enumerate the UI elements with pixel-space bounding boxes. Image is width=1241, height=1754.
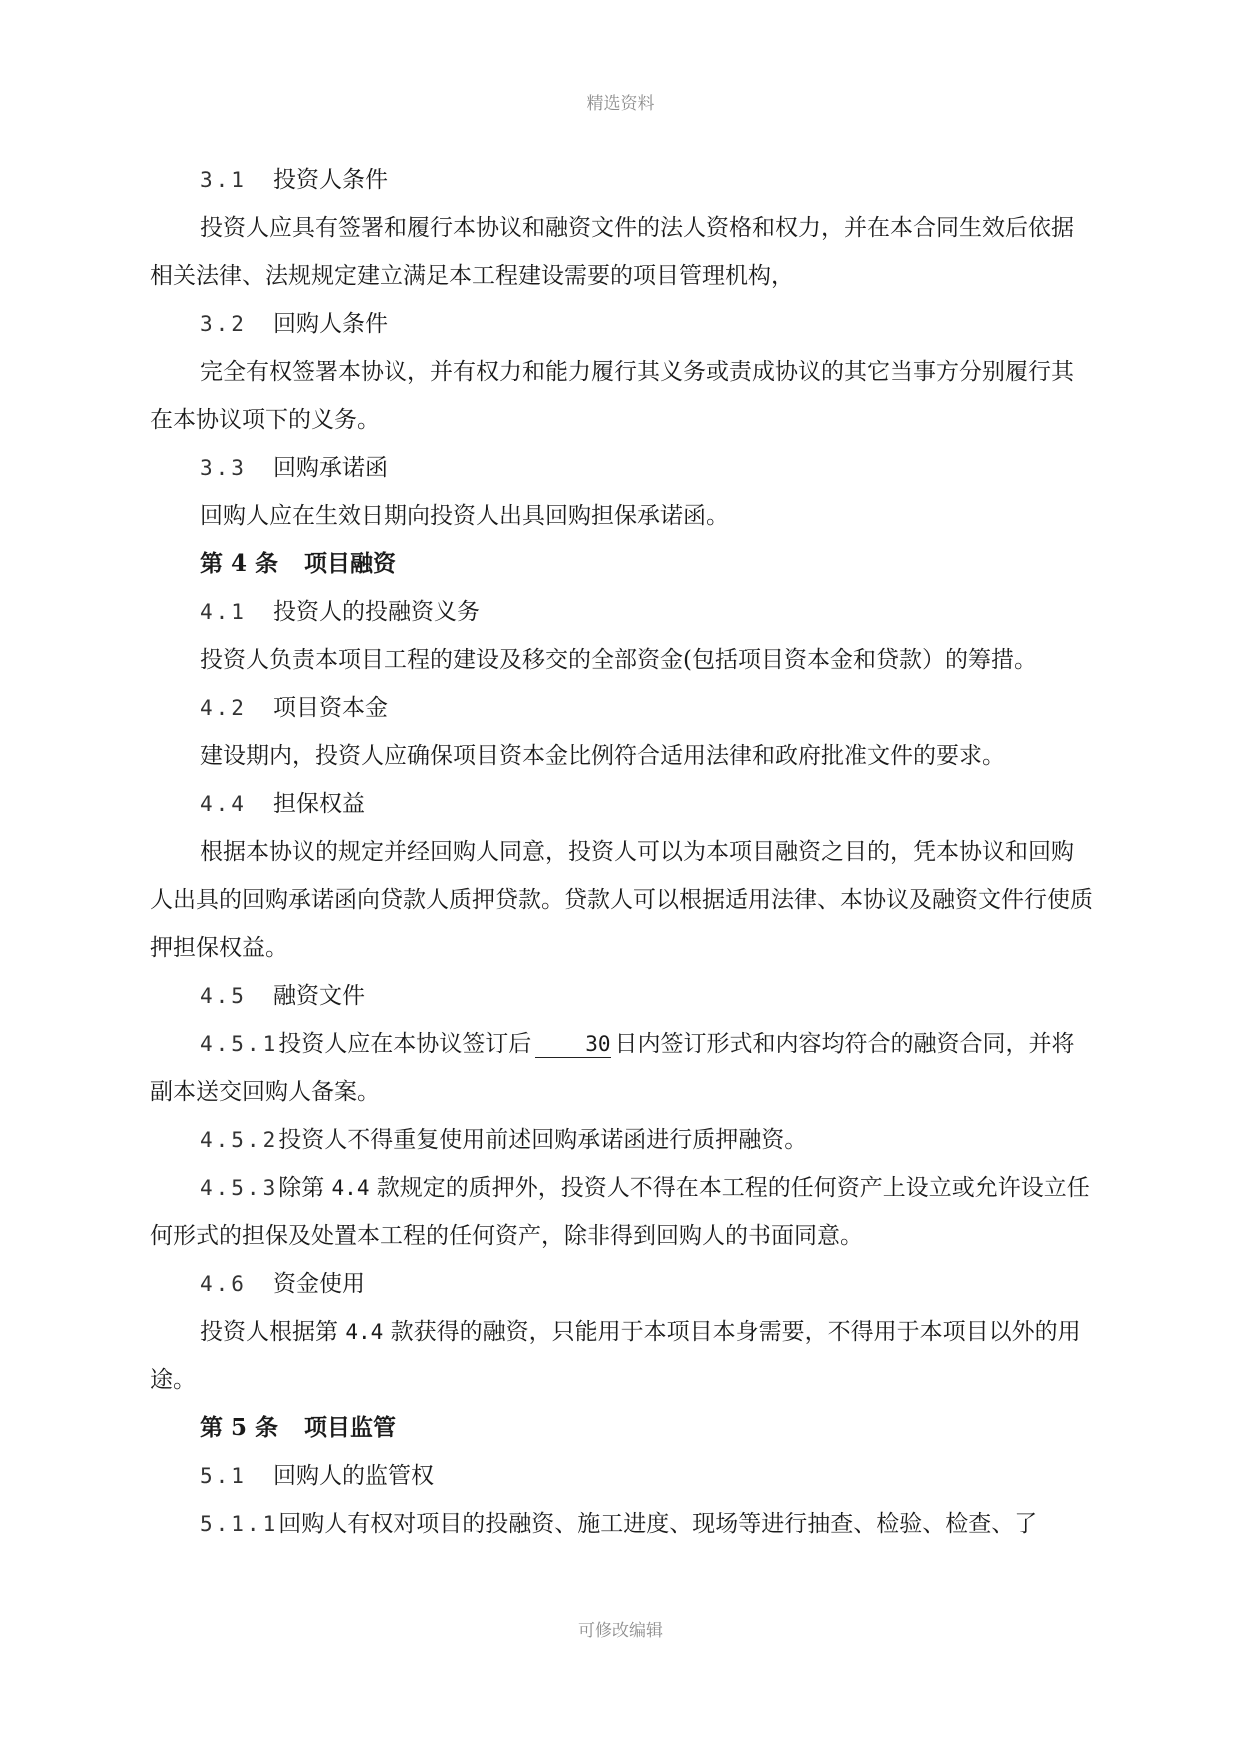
article-title: 项目监管 bbox=[304, 1414, 397, 1441]
article-number: 5 bbox=[231, 1414, 248, 1441]
section-number: 4.5 bbox=[200, 984, 247, 1008]
section-heading-4-4 bbox=[150, 780, 1094, 828]
clause-4-5-2 bbox=[150, 1116, 1094, 1164]
paragraph-4-1: 投资人负责本项目工程的建设及移交的全部资金(包括项目资本金和贷款）的筹措。 bbox=[200, 647, 1037, 673]
clause-number: 5.1.1 bbox=[200, 1512, 279, 1536]
section-number: 3.1 bbox=[200, 168, 247, 192]
section-number: 5.1 bbox=[200, 1464, 247, 1488]
section-number: 4.2 bbox=[200, 696, 247, 720]
article-heading-4 bbox=[150, 540, 1094, 588]
clause-4-5-1 bbox=[150, 1020, 1094, 1116]
section-title: 投资人的投融资义务 bbox=[272, 599, 480, 625]
clause-reference: 4.4 bbox=[331, 1176, 370, 1200]
section-number: 4.1 bbox=[200, 600, 247, 624]
clause-4-5-3 bbox=[150, 1164, 1094, 1260]
article-number: 4 bbox=[231, 550, 248, 577]
section-heading-4-2 bbox=[150, 684, 1094, 732]
section-number: 3.3 bbox=[200, 456, 247, 480]
clause-5-1-1 bbox=[150, 1500, 1094, 1548]
clause-reference: 4.4 bbox=[345, 1320, 384, 1344]
paragraph-text: 款获得的融资，只能用于本项目本身需要，不得用于本项目以外的用途。 bbox=[150, 1319, 1081, 1393]
paragraph-4-2: 建设期内，投资人应确保项目资本金比例符合适用法律和政府批准文件的要求。 bbox=[200, 743, 1005, 769]
section-title: 项目资本金 bbox=[272, 695, 388, 721]
section-heading-4-1 bbox=[150, 588, 1094, 636]
section-heading-3-1 bbox=[150, 156, 1094, 204]
section-title: 回购人的监管权 bbox=[272, 1463, 434, 1489]
section-title: 融资文件 bbox=[272, 983, 365, 1009]
clause-text: 回购人有权对项目的投融资、施工进度、现场等进行抽查、检验、检查、了 bbox=[278, 1511, 1038, 1537]
section-title: 投资人条件 bbox=[272, 167, 388, 193]
paragraph-3-3: 回购人应在生效日期向投资人出具回购担保承诺函。 bbox=[200, 503, 729, 529]
section-number: 4.6 bbox=[200, 1272, 247, 1296]
section-heading-3-2 bbox=[150, 300, 1094, 348]
article-heading-5 bbox=[150, 1404, 1094, 1452]
clause-text: 投资人应在本协议签订后 bbox=[278, 1031, 532, 1057]
section-title: 回购人条件 bbox=[272, 311, 388, 337]
section-title: 担保权益 bbox=[272, 791, 365, 817]
section-heading-4-5 bbox=[150, 972, 1094, 1020]
article-suffix: 条 bbox=[255, 1414, 279, 1441]
section-title: 资金使用 bbox=[272, 1271, 365, 1297]
section-number: 4.4 bbox=[200, 792, 247, 816]
paragraph-3-2: 完全有权签署本协议，并有权力和能力履行其义务或责成协议的其它当事方分别履行其在本协议项下的义务。 bbox=[150, 359, 1074, 433]
section-title: 回购承诺函 bbox=[272, 455, 388, 481]
section-number: 3.2 bbox=[200, 312, 247, 336]
page-footer: 可修改编辑 bbox=[578, 1621, 663, 1641]
article-suffix: 条 bbox=[255, 550, 279, 577]
paragraph-4-6 bbox=[150, 1308, 1094, 1404]
clause-text: 日内签订形式和内容均符合的融资合同，并将副本送交回购人备案。 bbox=[150, 1031, 1075, 1105]
section-heading-4-6 bbox=[150, 1260, 1094, 1308]
clause-text: 除第 bbox=[278, 1175, 325, 1201]
clause-text: 款规定的质押外，投资人不得在本工程的任何资产上设立或允许设立任何形式的担保及处置本工程的任何资产，除非得到回购人的书面同意。 bbox=[150, 1175, 1090, 1249]
document-body bbox=[150, 156, 1094, 1548]
section-heading-5-1 bbox=[150, 1452, 1094, 1500]
days-blank: 30 bbox=[535, 1031, 610, 1058]
paragraph-text: 投资人根据第 bbox=[200, 1319, 338, 1345]
clause-text: 投资人不得重复使用前述回购承诺函进行质押融资。 bbox=[278, 1127, 808, 1153]
article-title: 项目融资 bbox=[304, 550, 397, 577]
article-prefix: 第 bbox=[200, 550, 223, 577]
clause-number: 4.5.1 bbox=[200, 1032, 279, 1056]
paragraph-4-4: 根据本协议的规定并经回购人同意，投资人可以为本项目融资之目的，凭本协议和回购人出具的回购承诺函向贷款人质押贷款。贷款人可以根据适用法律、本协议及融资文件行使质押担保权益。 bbox=[150, 839, 1093, 961]
paragraph-3-1: 投资人应具有签署和履行本协议和融资文件的法人资格和权力，并在本合同生效后依据相关法律、法规规定建立满足本工程建设需要的项目管理机构， bbox=[150, 215, 1074, 289]
clause-number: 4.5.3 bbox=[200, 1176, 279, 1200]
clause-number: 4.5.2 bbox=[200, 1128, 279, 1152]
page-header: 精选资料 bbox=[586, 94, 655, 114]
article-prefix: 第 bbox=[200, 1414, 223, 1441]
section-heading-3-3 bbox=[150, 444, 1094, 492]
